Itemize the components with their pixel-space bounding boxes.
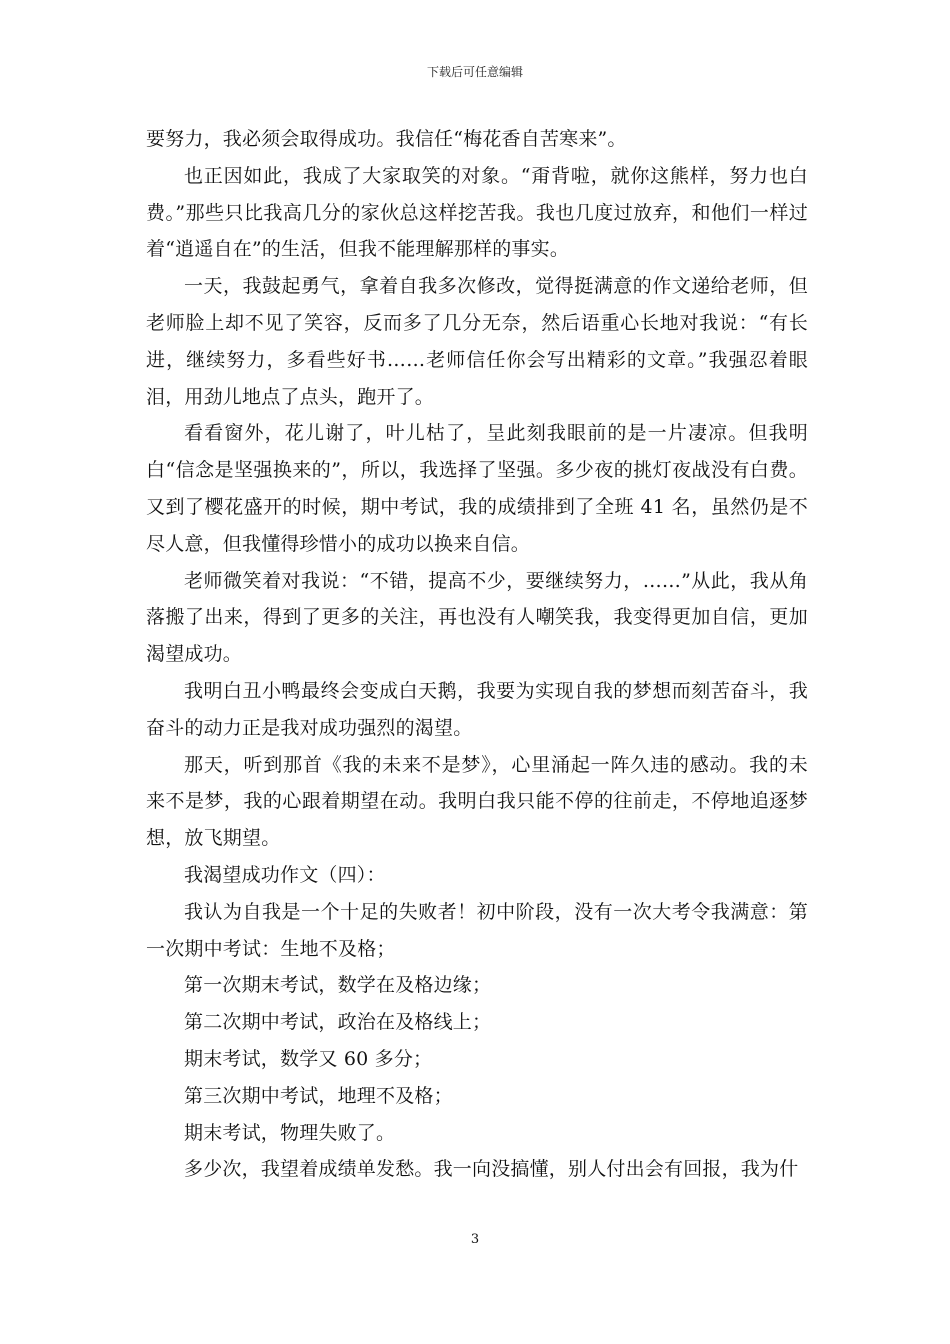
section-heading: 我渴望成功作文（四）： bbox=[184, 863, 386, 886]
document-body bbox=[146, 121, 808, 1188]
paragraph: 期末考试，物理失败了。 bbox=[184, 1121, 396, 1144]
paragraph: 我明白丑小鸭最终会变成白天鹅，我要为实现自我的梦想而刻苦奋斗，我奋斗的动力正是我对成功强烈的渴望。 bbox=[146, 679, 808, 739]
page-number: 3 bbox=[470, 1232, 480, 1247]
paragraph: 我认为自我是一个十足的失败者！初中阶段，没有一次大考令我满意：第一次期中考试：生地不及格； bbox=[146, 900, 808, 960]
paragraph: 要努力，我必须会取得成功。我信任“梅花香自苦寒来”。 bbox=[146, 128, 627, 150]
paragraph: 第一次期末考试，数学在及格边缘； bbox=[184, 974, 492, 997]
paragraph: 多少次，我望着成绩单发愁。我一向没搞懂，别人付出会有回报，我为什 bbox=[184, 1158, 799, 1181]
paragraph: 一天，我鼓起勇气，拿着自我多次修改，觉得挺满意的作文递给老师，但老师脸上却不见了笑容，反而多了几分无奈，然后语重心长地对我说：“有长进，继续努力，多看些好书……老师信任你会写出精彩的文章。”我强忍着眼泪，用劲儿地点了点头，跑开了。 bbox=[146, 275, 808, 408]
page-header: 下载后可任意编辑 bbox=[426, 65, 523, 79]
paragraph: 第二次期中考试，政治在及格线上； bbox=[184, 1011, 492, 1034]
paragraph: 也正因如此，我成了大家取笑的对象。“甭背啦，就你这熊样，努力也白费。”那些只比我高几分的家伙总这样挖苦我。我也几度过放弃，和他们一样过着“逍遥自在”的生活，但我不能理解那样的事实。 bbox=[146, 164, 808, 261]
paragraph: 那天，听到那首《我的未来不是梦》，心里涌起一阵久违的感动。我的未来不是梦，我的心跟着期望在动。我明白我只能不停的往前走，不停地追逐梦想，放飞期望。 bbox=[146, 753, 808, 850]
paragraph: 看看窗外，花儿谢了，叶儿枯了，呈此刻我眼前的是一片凄凉。但我明白“信念是坚强换来的”，所以，我选择了坚强。多少夜的挑灯夜战没有白费。又到了樱花盛开的时候，期中考试，我的成绩排到了全班 41 名，虽然仍是不尽人意，但我懂得珍惜小的成功以换来自信。 bbox=[146, 422, 808, 555]
paragraph: 期末考试，数学又 60 多分； bbox=[184, 1047, 433, 1070]
paragraph: 第三次期中考试，地理不及格； bbox=[184, 1084, 453, 1107]
paragraph: 老师微笑着对我说：“不错，提高不少，要继续努力，……”从此，我从角落搬了出来，得到了更多的关注，再也没有人嘲笑我，我变得更加自信，更加渴望成功。 bbox=[146, 569, 808, 666]
